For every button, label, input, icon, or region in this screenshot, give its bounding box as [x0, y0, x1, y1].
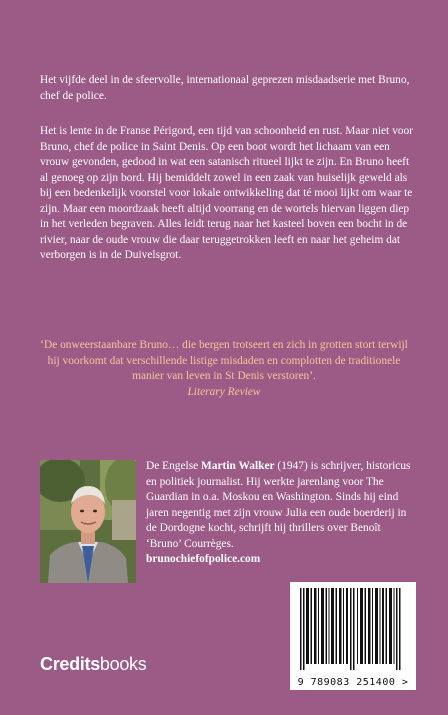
bio-prefix: De Engelse	[146, 460, 202, 472]
author-name: Martin Walker	[201, 460, 275, 472]
publisher-logo-light: books	[99, 654, 147, 674]
intro-text: Het vijfde deel in de sfeervolle, internationaal geprezen misdaadserie met Bruno, chef de police.	[40, 74, 410, 102]
review-source: Literary Review	[187, 386, 261, 398]
isbn-number: 9 789083 251400 >	[297, 677, 409, 688]
author-website: brunochiefofpolice.com	[146, 553, 261, 565]
isbn-barcode	[290, 582, 416, 690]
blurb-text: Het is lente in de Franse Périgord, een tijd van schoonheid en rust. Maar niet voor Bruno, chef de police in Saint Denis. Op een boot wordt het lichaam van een vrouw gevonden, gedood in wat een satanisch ritueel lijkt te zijn. En Bruno heeft al genoeg op zijn bord. Hij bemiddelt zowel in een zaak van huiselijk geweld als bij een bedenkelijk voorstel voor lokale ontwikkeling dat té mooi lijkt om waar te zijn. Maar een moordzaak heeft altijd voorrang en de wortels hiervan liggen diep in het verleden begraven. Alles leidt terug naar het kasteel boven een bocht in de rivier, naar de oude vrouw die daar teruggetrokken leeft en naar het geheim dat verborgen is in de Duivelsgrot.	[40, 125, 413, 261]
bio-text: (1947) is schrijver, historicus en politiek journalist. Hij werkte jarenlang voor The Guardian in o.a. Moskou en Washington. Sinds hij eind jaren negentig met zijn vrouw Julia een oude boerderij in de Dordogne kocht, schrijft hij thrillers over Benoît ‘Bruno’ Courrèges.	[146, 460, 411, 550]
author-bio	[146, 459, 411, 568]
review-quote: ‘De onweerstaanbare Bruno… die bergen trotseert en zich in grotten stort terwijl hij voorkomt dat verschillende listige misdaden en complotten de traditionele manier van leven in St Denis verstoren’.	[40, 339, 408, 382]
barcode-bars	[290, 582, 416, 674]
publisher-logo-bold: Credits	[40, 654, 100, 674]
author-photo	[40, 460, 136, 583]
author-photo-image	[40, 460, 136, 583]
publisher-logo	[40, 654, 146, 675]
